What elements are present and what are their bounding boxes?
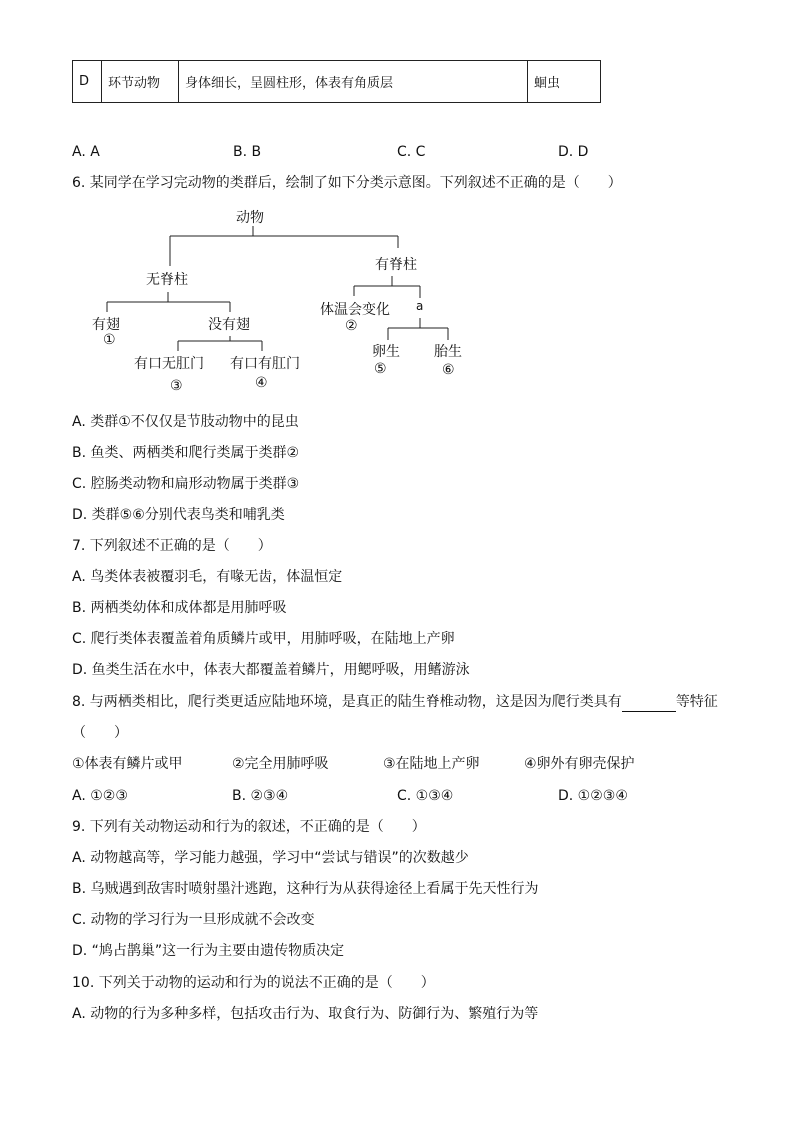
q8-stem <box>72 692 718 712</box>
group-2-label: ② <box>345 318 358 334</box>
q8-option-c: C. ①③④ <box>397 788 454 804</box>
q9-option-b: B. 乌贼遇到敌害时喷射墨汁逃跑，这种行为从获得途径上看属于先天性行为 <box>72 881 539 897</box>
group-4-label: ④ <box>255 375 268 391</box>
node-mouth-no-anus: 有口无肛门 <box>134 356 204 372</box>
q7-option-c: C. 爬行类体表覆盖着角质鳞片或甲，用肺呼吸，在陆地上产卵 <box>72 631 455 647</box>
q9-option-a: A. 动物越高等，学习能力越强，学习中“尝试与错误”的次数越少 <box>72 850 469 866</box>
q8-stem-end: 等特征 <box>675 694 718 710</box>
group-3-label: ③ <box>170 378 183 394</box>
node-viviparous: 胎生 <box>434 344 462 360</box>
q5-option-b: B. B <box>233 144 262 160</box>
q7-option-a: A. 鸟类体表被覆羽毛，有喙无齿，体温恒定 <box>72 569 343 585</box>
q5-option-a: A. A <box>72 144 100 160</box>
answer-blank <box>622 697 676 712</box>
table-cell-option: D <box>73 61 102 103</box>
group-5-label: ⑤ <box>374 361 387 377</box>
node-winged: 有翅 <box>92 317 120 333</box>
q7-option-d: D. 鱼类生活在水中，体表大都覆盖着鳞片，用鳃呼吸，用鳍游泳 <box>72 662 470 678</box>
table-cell-feature: 身体细长，呈圆柱形，体表有角质层 <box>179 61 528 103</box>
group-6-label: ⑥ <box>442 362 455 378</box>
q8-option-d: D. ①②③④ <box>558 788 628 804</box>
q10-option-a: A. 动物的行为多种多样，包括攻击行为、取食行为、防御行为、繁殖行为等 <box>72 1006 539 1022</box>
table-cell-example: 蛔虫 <box>528 61 601 103</box>
q8-stem-start: 8. 与两栖类相比，爬行类更适应陆地环境，是真正的陆生脊椎动物，这是因为爬行类具有 <box>72 694 622 710</box>
q8-paren: （ ） <box>72 725 128 741</box>
q5-option-d: D. D <box>558 144 589 160</box>
q10-stem: 10. 下列关于动物的运动和行为的说法不正确的是（ ） <box>72 975 435 991</box>
q9-option-d: D. “鸠占鹊巢”这一行为主要由遗传物质决定 <box>72 943 345 959</box>
node-animals: 动物 <box>236 210 264 226</box>
q8-item-1: ①体表有鳞片或甲 <box>72 756 183 772</box>
q6-option-d: D. 类群⑤⑥分别代表鸟类和哺乳类 <box>72 507 285 523</box>
q6-stem: 6. 某同学在学习完动物的类群后，绘制了如下分类示意图。下列叙述不正确的是（ ） <box>72 175 622 191</box>
q5-option-c: C. C <box>397 144 426 160</box>
q8-item-3: ③在陆地上产卵 <box>383 756 480 772</box>
node-a-label: a <box>416 299 424 313</box>
group-1-label: ① <box>103 332 116 348</box>
q7-stem: 7. 下列叙述不正确的是（ ） <box>72 538 272 554</box>
q7-option-b: B. 两栖类幼体和成体都是用肺呼吸 <box>72 600 287 616</box>
q8-item-4: ④卵外有卵壳保护 <box>524 756 635 772</box>
node-oviparous: 卵生 <box>372 344 400 360</box>
q8-option-a: A. ①②③ <box>72 788 128 804</box>
q6-option-c: C. 腔肠类动物和扁形动物属于类群③ <box>72 476 300 492</box>
q8-option-b: B. ②③④ <box>232 788 289 804</box>
q6-option-a: A. 类群①不仅仅是节肢动物中的昆虫 <box>72 414 299 430</box>
q6-option-b: B. 鱼类、两栖类和爬行类属于类群② <box>72 445 300 461</box>
q8-item-2: ②完全用肺呼吸 <box>232 756 329 772</box>
node-vertebrates: 有脊柱 <box>375 257 417 273</box>
node-mouth-and-anus: 有口有肛门 <box>230 356 300 372</box>
node-wingless: 没有翅 <box>208 317 250 333</box>
q9-stem: 9. 下列有关动物运动和行为的叙述，不正确的是（ ） <box>72 819 426 835</box>
table-cell-group: 环节动物 <box>102 61 179 103</box>
node-invertebrates: 无脊柱 <box>146 272 188 288</box>
node-variable-temperature: 体温会变化 <box>320 302 390 318</box>
q9-option-c: C. 动物的学习行为一旦形成就不会改变 <box>72 912 315 928</box>
